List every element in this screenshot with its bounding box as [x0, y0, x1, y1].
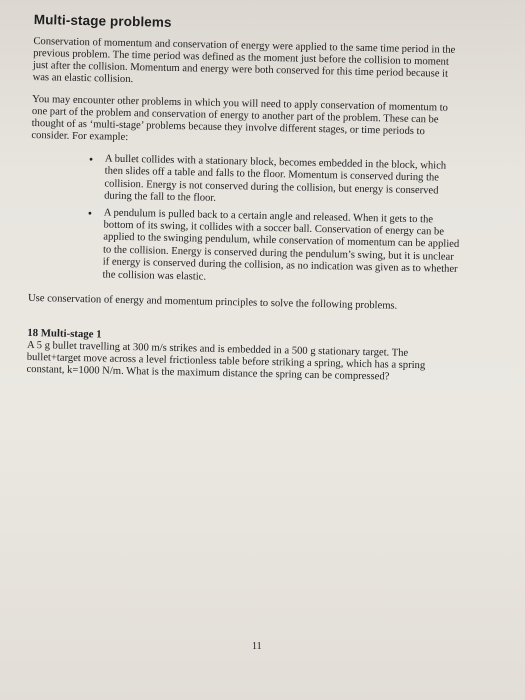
page-number: 11: [252, 641, 262, 652]
encounter-paragraph: You may encounter other problems in which you will need to apply conservation of momentum to one part of the problem and conservation of energy to another part of the problem. These can be thought of as ‘multi-stage’ problems because they involve different stages, or time periods to consider. For example:: [31, 93, 449, 143]
page-content: [26, 12, 464, 395]
instruction-text: Use conservation of energy and momentum principles to solve the following problems.: [27, 293, 398, 312]
examples-list: [28, 152, 461, 289]
example-pendulum: • A pendulum is pulled back to a certain angle and released. When it gets to the bottom of its swing, it collides with a soccer ball. Conservation of energy can be applied to the swinging pendulum, while conservation of momentum can be applied to the collision. Energy is conserved during the pendulum’s swing, but it is unclear if energy is conserved during the collision, as no indication was given as to whether the collision was elastic.: [102, 207, 459, 289]
problem-heading: 18 Multi-stage 1: [27, 326, 102, 341]
page-title: Multi-stage problems: [33, 12, 172, 30]
example-bullet-block: • A bullet collides with a stationary block, becomes embedded in the block, which then slides off a table and falls to the floor. Momentum is conserved during the collision. Energy is not conserved during the collision, but energy is conserved during the fall to the floor.: [104, 154, 461, 211]
intro-paragraph: Conservation of momentum and conservation of energy were applied to the same time period in the previous problem. The time period was defined as the moment just before the collision to moment just after the collision. Momentum and energy were both conserved for this time period because it was an elastic collision.: [32, 35, 456, 86]
problem-text: A 5 g bullet travelling at 300 m/s strikes and is embedded in a 500 g stationary target. The bullet+target move across a level frictionless table before striking a spring, which has a spring constant, k=1000 N/m. What is the maximum distance the spring can be compressed?: [26, 339, 426, 383]
